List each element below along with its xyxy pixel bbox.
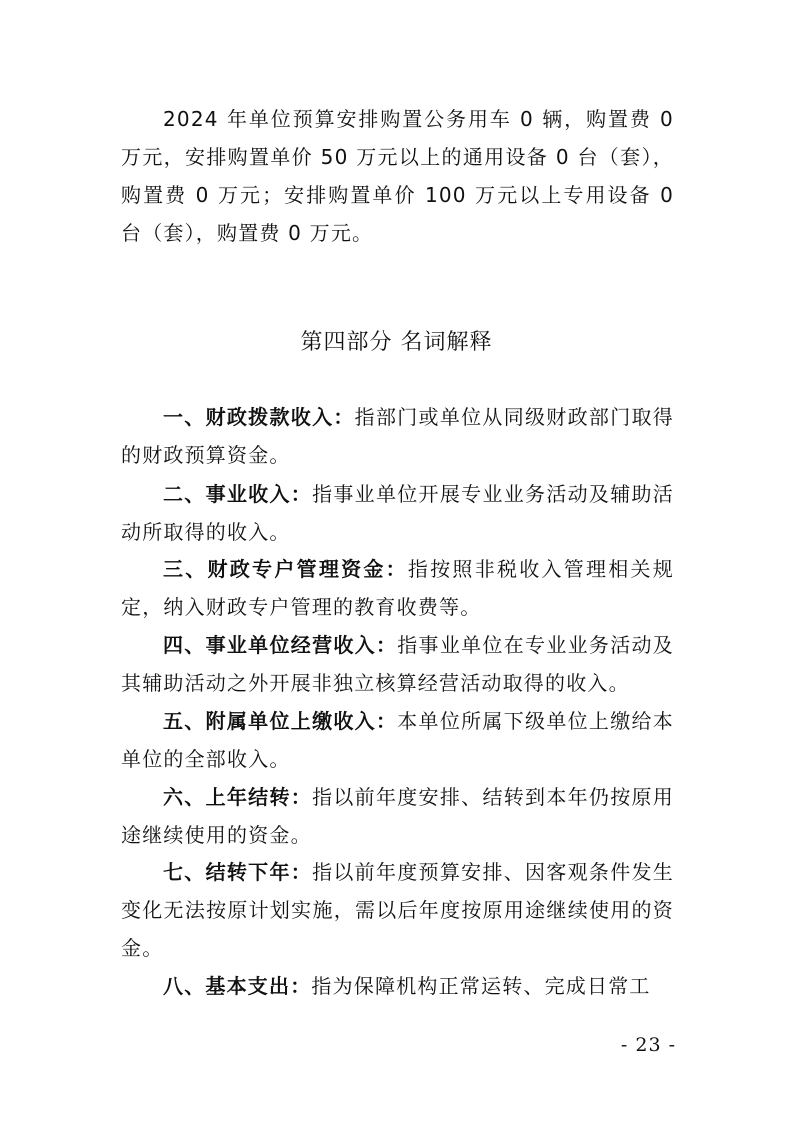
definition-term: 五、附属单位上缴收入： (163, 709, 398, 733)
definition-term: 六、上年结转： (163, 785, 313, 809)
definition-paragraph (121, 702, 674, 778)
definition-paragraph (121, 475, 674, 551)
definition-term: 七、结转下年： (163, 860, 313, 884)
definition-paragraph (121, 626, 674, 702)
intro-paragraph: 2024 年单位预算安排购置公务用车 0 辆，购置费 0 万元，安排购置单价 50 万元以上的通用设备 0 台（套），购置费 0 万元；安排购置单价 100 万元以上专用设备 0 台（套），购置费 0 万元。 (121, 107, 674, 245)
definition-text: 本单位所属下级单位上缴给本单位的全部收入。 (121, 709, 674, 771)
definition-term: 八、基本支出： (163, 974, 312, 998)
definition-text: 指以前年度预算安排、因客观条件发生变化无法按原计划实施，需以后年度按原用途继续使用的资金。 (121, 860, 674, 960)
definition-paragraph (121, 778, 674, 854)
definition-paragraph (121, 398, 674, 474)
definition-term: 二、事业收入： (163, 482, 313, 506)
definition-text: 指按照非税收入管理相关规定，纳入财政专户管理的教育收费等。 (121, 557, 675, 619)
section-heading: 第四部分 名词解释 (300, 330, 493, 355)
definition-term: 一、财政拨款收入： (163, 405, 355, 429)
definition-paragraph (121, 967, 674, 1005)
definition-text: 指以前年度安排、结转到本年仍按原用途继续使用的资金。 (121, 785, 674, 847)
definition-term: 四、事业单位经营收入： (163, 633, 398, 657)
definition-text: 指事业单位开展专业业务活动及辅助活动所取得的收入。 (121, 482, 674, 544)
page-number: - 23 - (620, 1034, 676, 1056)
definition-paragraph (121, 853, 674, 967)
definition-text: 指为保障机构正常运转、完成日常工 (311, 974, 651, 998)
definition-text: 指事业单位在专业业务活动及其辅助活动之外开展非独立核算经营活动取得的收入。 (121, 633, 674, 695)
definition-paragraph (121, 550, 674, 626)
definition-term: 三、财政专户管理资金： (163, 557, 408, 581)
definition-text: 指部门或单位从同级财政部门取得的财政预算资金。 (121, 405, 674, 467)
